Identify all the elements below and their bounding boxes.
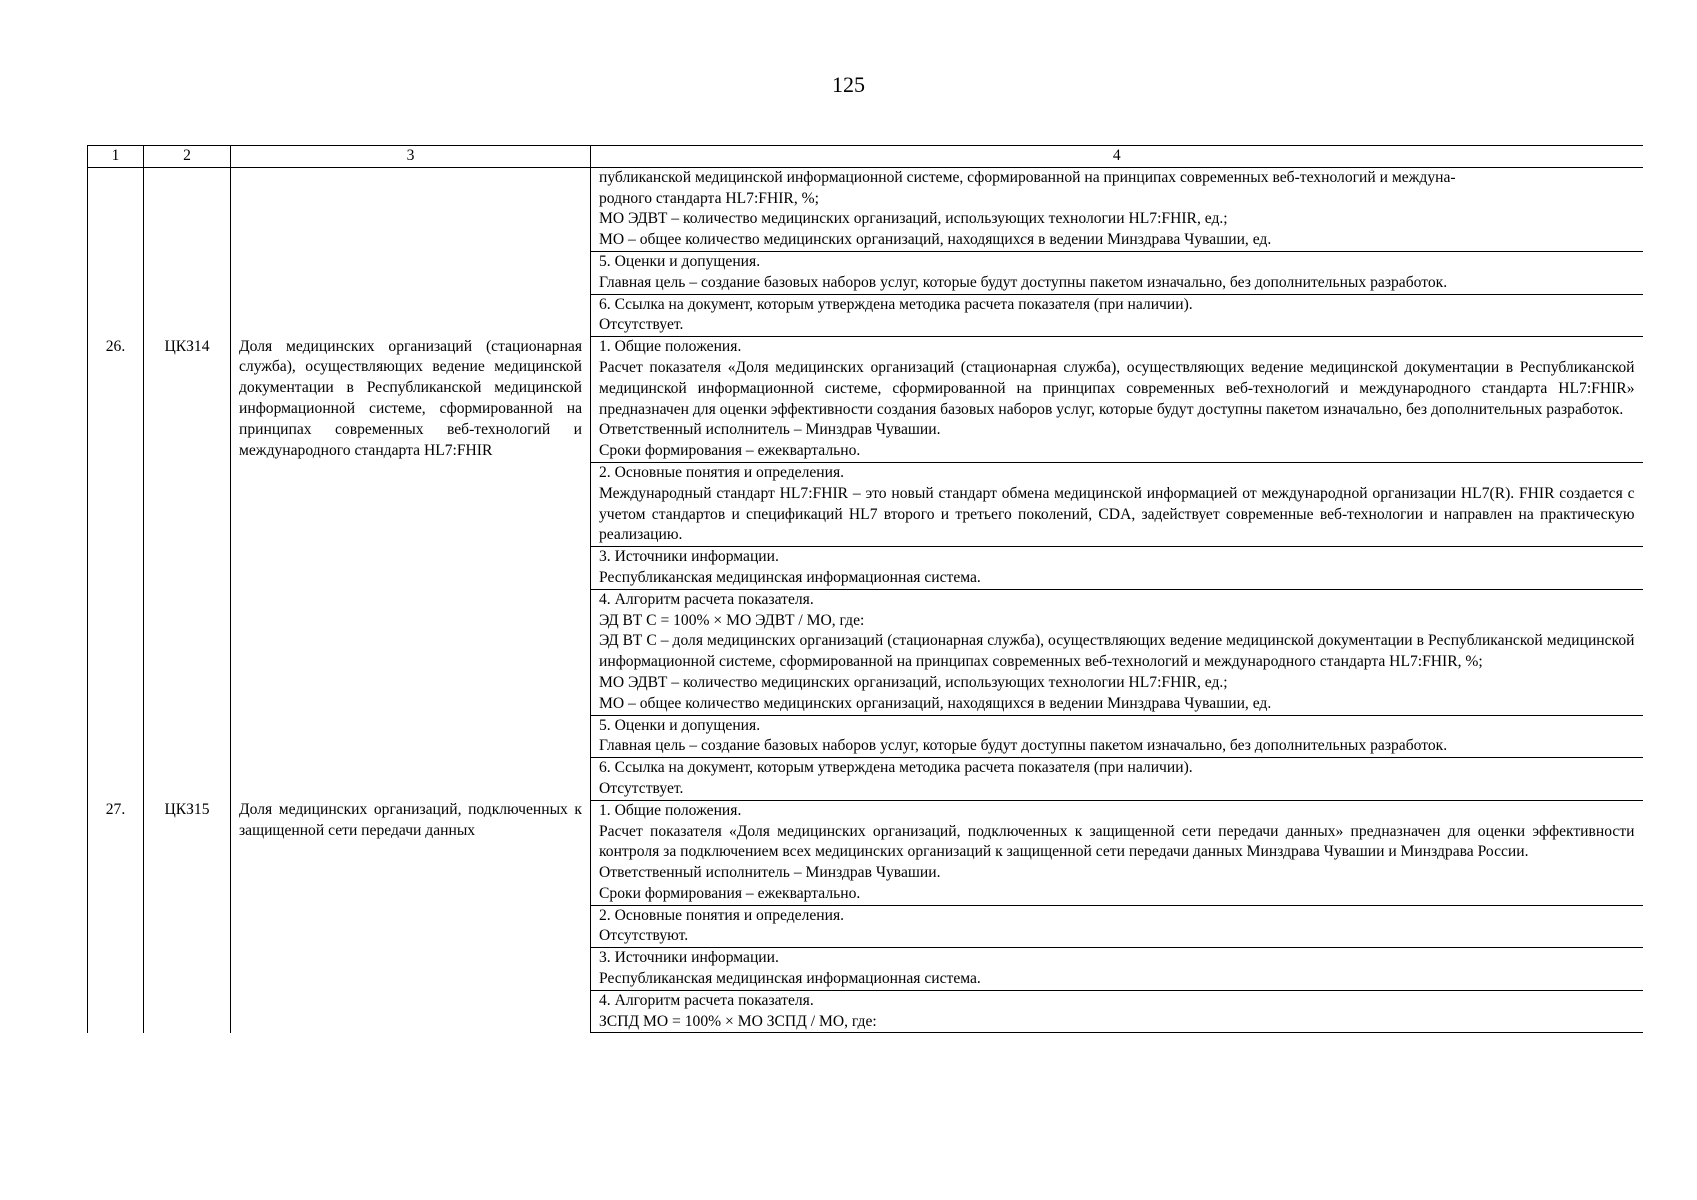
methodology-block [591, 905, 1643, 948]
methodology-block [591, 800, 1643, 905]
methodology-block [591, 167, 1643, 251]
methodology-block [591, 990, 1643, 1033]
row-description: Доля медицинских организаций (стационарная служба), осуществляющих ведение медицинской документации в Республиканской медицинской информационной системе, сформированной на принципах современных веб-технологий и международного стандарта HL7:FHIR [231, 337, 591, 801]
block-line: 5. Оценки и допущения. [599, 252, 761, 270]
block-line: родного стандарта HL7:FHIR, %; [599, 189, 819, 207]
block-line: Ответственный исполнитель – Минздрав Чувашии. [599, 421, 941, 439]
block-line: 1. Общие положения. [599, 338, 742, 356]
block-line: публиканской медицинской информационной системе, сформированной на принципах современных веб-технологий и междуна- [599, 168, 1456, 186]
block-line: МО – общее количество медицинских организаций, находящихся в ведении Минздрава Чувашии, ед. [599, 694, 1272, 712]
block-line: 2. Основные понятия и определения. [599, 906, 845, 924]
methodology-block [591, 758, 1643, 801]
block-line: Расчет показателя «Доля медицинских организаций, подключенных к защищенной сети передачи данных» предназначен для оценки эффективности контроля за подключением всех медицинских организаций к защищенной сети передачи данных Минздрава Чувашии и Минздрава России. [599, 822, 1635, 861]
block-line: ЭД ВТ С = 100% × МО ЭДВТ / МО, где: [599, 611, 865, 629]
row-code: ЦКЗ14 [144, 337, 231, 801]
methodology-block [591, 462, 1643, 546]
methodology-block [591, 715, 1643, 758]
row-number: 27. [88, 800, 144, 1033]
table-row [88, 800, 1643, 905]
block-line: Ответственный исполнитель – Минздрав Чувашии. [599, 864, 941, 882]
table-body [88, 167, 1643, 1033]
methodology-block [591, 547, 1643, 590]
block-line: Отсутствует. [599, 316, 684, 334]
indicator-table [87, 145, 1643, 1033]
block-line: 2. Основные понятия и определения. [599, 463, 845, 481]
block-line: Главная цель – создание базовых наборов услуг, которые будут доступны пакетом изначально, без дополнительных разработок. [599, 273, 1448, 291]
row-description: Доля медицинских организаций, подключенных к защищенной сети передачи данных [231, 800, 591, 1033]
methodology-block [591, 251, 1643, 294]
row-description [231, 167, 591, 336]
block-line: 4. Алгоритм расчета показателя. [599, 991, 814, 1009]
header-col-4: 4 [591, 146, 1643, 168]
methodology-block [591, 337, 1643, 463]
block-line: МО ЭДВТ – количество медицинских организаций, использующих технологии HL7:FHIR, ед.; [599, 673, 1228, 691]
header-col-2: 2 [144, 146, 231, 168]
block-line: 1. Общие положения. [599, 801, 742, 819]
block-line: МО – общее количество медицинских организаций, находящихся в ведении Минздрава Чувашии, ед. [599, 231, 1272, 249]
header-col-3: 3 [231, 146, 591, 168]
block-line: ЗСПД МО = 100% × МО ЗСПД / МО, где: [599, 1012, 877, 1030]
block-line: 6. Ссылка на документ, которым утверждена методика расчета показателя (при наличии). [599, 295, 1193, 313]
methodology-block [591, 589, 1643, 715]
block-line: 5. Оценки и допущения. [599, 716, 761, 734]
block-line: Отсутствует. [599, 779, 684, 797]
block-line: 3. Источники информации. [599, 548, 779, 566]
methodology-block [591, 294, 1643, 337]
block-line: 4. Алгоритм расчета показателя. [599, 590, 814, 608]
table-header-row [88, 146, 1643, 168]
block-line: Расчет показателя «Доля медицинских организаций (стационарная служба), осуществляющих ведение медицинской документации в Республиканской медицинской информационной системе, сформированной на принципах современных веб-технологий и международного стандарта HL7:FHIR» предназначен для оценки эффективности создания базовых наборов услуг, которые будут доступны пакетом изначально, без дополнительных разработок. [599, 358, 1635, 418]
block-line: 3. Источники информации. [599, 949, 779, 967]
block-line: Сроки формирования – ежеквартально. [599, 884, 861, 902]
row-code: ЦКЗ15 [144, 800, 231, 1033]
table-row [88, 167, 1643, 251]
block-line: Республиканская медицинская информационная система. [599, 970, 981, 988]
block-line: Сроки формирования – ежеквартально. [599, 442, 861, 460]
block-line: 6. Ссылка на документ, которым утверждена методика расчета показателя (при наличии). [599, 759, 1193, 777]
block-line: Международный стандарт HL7:FHIR – это новый стандарт обмена медицинской информацией от международной организации HL7(R). FHIR создается с учетом стандартов и спецификаций HL7 второго и третьего поколений, CDA, задействует современные веб-технологии и направлен на практическую реализацию. [599, 484, 1635, 544]
block-line: ЭД ВТ С – доля медицинских организаций (стационарная служба), осуществляющих ведение медицинской документации в Республиканской медицинской информационной системе, сформированной на принципах современных веб-технологий и международного стандарта HL7:FHIR, %; [599, 632, 1635, 671]
table-row [88, 337, 1643, 463]
block-line: Республиканская медицинская информационная система. [599, 568, 981, 586]
row-code [144, 167, 231, 336]
page-number: 125 [832, 72, 865, 97]
row-number [88, 167, 144, 336]
methodology-block [591, 948, 1643, 991]
block-line: Главная цель – создание базовых наборов услуг, которые будут доступны пакетом изначально, без дополнительных разработок. [599, 737, 1448, 755]
header-col-1: 1 [88, 146, 144, 168]
block-line: МО ЭДВТ – количество медицинских организаций, использующих технологии HL7:FHIR, ед.; [599, 210, 1228, 228]
row-number: 26. [88, 337, 144, 801]
block-line: Отсутствуют. [599, 927, 689, 945]
